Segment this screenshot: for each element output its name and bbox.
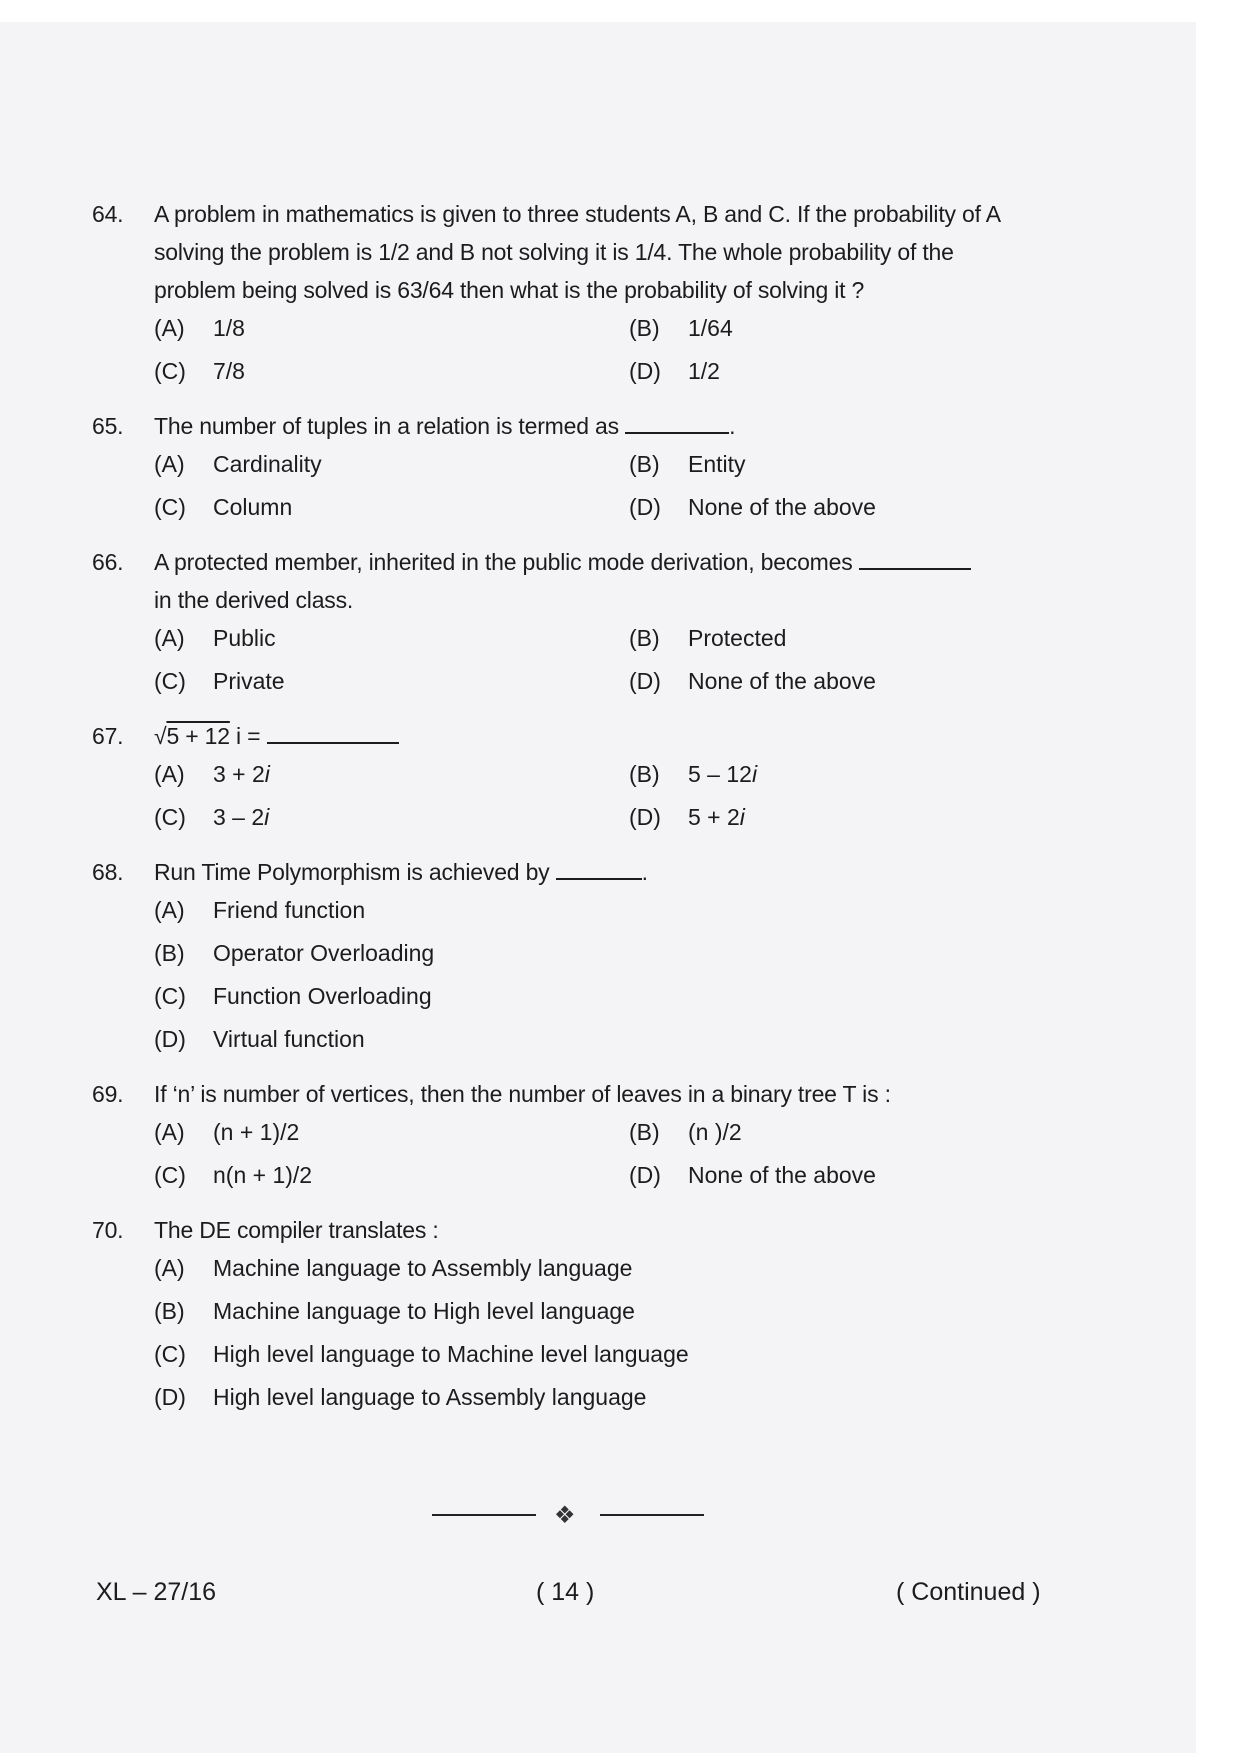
options: [92, 891, 1092, 1063]
option-d[interactable]: (D) Virtual function: [154, 1026, 365, 1052]
question-66: [92, 543, 1092, 705]
radicand: 5 + 12: [166, 723, 230, 749]
question-70: [92, 1211, 1092, 1421]
option-b[interactable]: (B) Operator Overloading: [154, 940, 435, 966]
answer-blank: [625, 412, 729, 434]
page-number: ( 14 ): [536, 1578, 595, 1606]
divider-line-left: [432, 1514, 536, 1516]
scan-right-margin: [1196, 0, 1240, 1753]
question-68: 68. Run Time Polymorphism is achieved by . (A) Friend function (B) Operator Overloading (C) Function Overloading (D) Virtual function: [92, 853, 1092, 1063]
question-text-line: solving the problem is 1/2 and B not solving it is 1/4. The whole probability of the: [154, 239, 954, 265]
question-text-line: The DE compiler translates :: [154, 1217, 439, 1243]
question-number: 68.: [92, 859, 124, 885]
question-69: [92, 1075, 1092, 1199]
options: (A) (n + 1)/2 (B) (n )/2 (C) n(n + 1)/2 (D) None of the above: [154, 1119, 876, 1188]
option-b[interactable]: (B) Machine language to High level language: [154, 1298, 635, 1324]
question-number: 67.: [92, 723, 124, 749]
question-number: 70.: [92, 1217, 124, 1243]
continued-label: ( Continued ): [896, 1578, 1041, 1606]
page-footer: [96, 1578, 1046, 1614]
question-text-line: A problem in mathematics is given to three students A, B and C. If the probability of A: [154, 201, 1001, 227]
scan-top-margin: [0, 0, 1196, 22]
options: [92, 1249, 1092, 1421]
option-d[interactable]: (D) High level language to Assembly language: [154, 1384, 647, 1410]
sqrt-sign: √: [154, 723, 167, 749]
answer-blank: [267, 722, 399, 744]
paper-code: XL – 27/16: [96, 1578, 217, 1606]
question-65: 65. The number of tuples in a relation is termed as . (A) Cardinality (B) Entity (C) Column (D) None of the above: [92, 407, 1092, 531]
option-a[interactable]: (A) Friend function: [154, 897, 366, 923]
end-divider: [432, 1502, 704, 1529]
question-text-line: A protected member, inherited in the public mode derivation, becomes: [154, 549, 853, 575]
question-text-line: problem being solved is 63/64 then what is the probability of solving it ?: [154, 277, 865, 303]
question-text-line: Run Time Polymorphism is achieved by: [154, 859, 550, 885]
question-64: [92, 195, 1092, 395]
question-text-line: The number of tuples in a relation is termed as: [154, 413, 619, 439]
question-number: 65.: [92, 413, 124, 439]
options: (A) 3 + 2i (B) 5 – 12i (C) 3 – 2i (D) 5 + 2i: [154, 761, 758, 830]
option-c[interactable]: (C) High level language to Machine level language: [154, 1341, 689, 1367]
question-number: 64.: [92, 201, 124, 227]
answer-blank: [859, 548, 971, 570]
question-text-line: in the derived class.: [154, 587, 354, 613]
options: (A) 1/8 (B) 1/64 (C) 7/8 (D) 1/2: [154, 315, 733, 384]
answer-blank: [556, 858, 642, 880]
option-a[interactable]: (A) Machine language to Assembly language: [154, 1255, 633, 1281]
question-67: 67. √5 + 12 i = (A) 3 + 2i (B) 5 – 12i (C) 3 – 2i (D) 5 + 2i: [92, 717, 1092, 841]
question-list: [92, 195, 1092, 1421]
divider-line-right: [600, 1514, 704, 1516]
options: (A) Cardinality (B) Entity (C) Column (D) None of the above: [154, 451, 876, 520]
question-number: 69.: [92, 1081, 124, 1107]
question-number: 66.: [92, 549, 124, 575]
question-text-line: If ‘n’ is number of vertices, then the number of leaves in a binary tree T is :: [154, 1081, 891, 1107]
option-c[interactable]: (C) Function Overloading: [154, 983, 432, 1009]
options: (A) Public (B) Protected (C) Private (D) None of the above: [154, 625, 876, 694]
diamond-ornament-icon: ❖: [554, 1502, 576, 1529]
